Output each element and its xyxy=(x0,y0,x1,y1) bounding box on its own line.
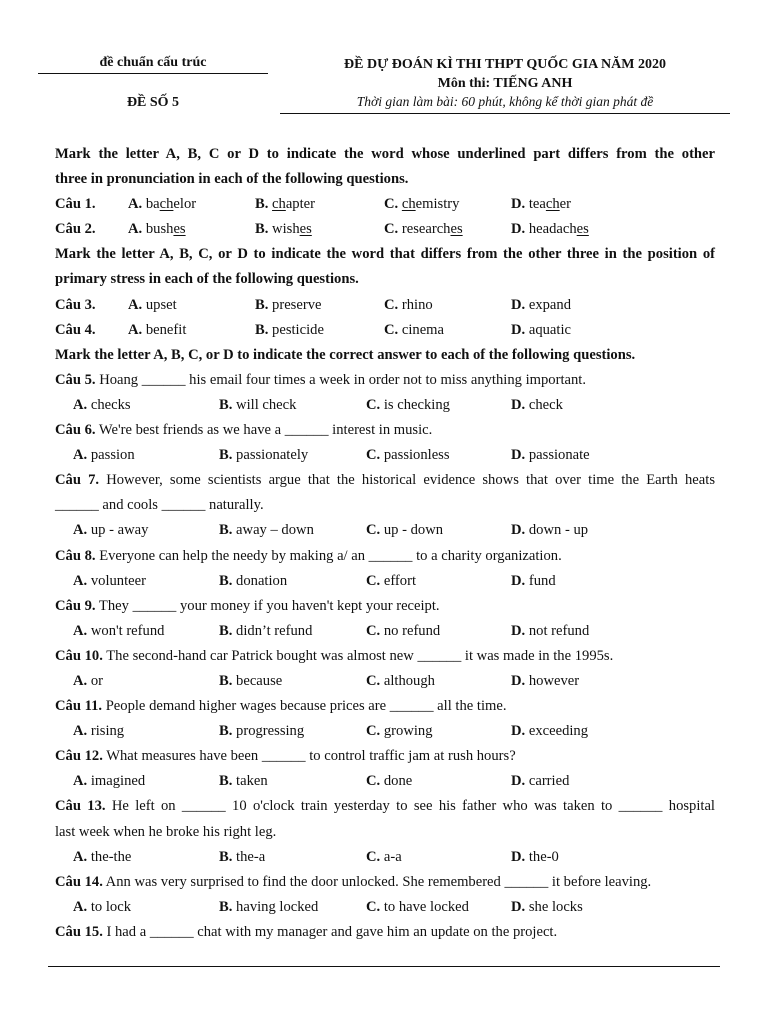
options-row xyxy=(55,443,715,468)
question-row xyxy=(55,192,715,217)
option-d: D. down - up xyxy=(511,522,589,539)
option-d: D. teacher xyxy=(511,196,571,213)
question-text xyxy=(55,794,715,819)
option-b: B. progressing xyxy=(219,723,305,740)
question-text xyxy=(55,368,715,393)
question-stem: He left on ______ 10 o'clock train yesterday to see his father who was taken to ______ hospital xyxy=(105,798,715,815)
question-stem: Everyone can help the needy by making a/ an ______ to a charity organization. xyxy=(95,547,562,564)
option-d: D. not refund xyxy=(511,622,590,639)
question-label: Câu 9. xyxy=(55,597,96,614)
options-row xyxy=(55,719,715,744)
question-text xyxy=(55,644,715,669)
option-a: A. the-the xyxy=(73,848,132,865)
exam-title: ĐỀ DỰ ĐOÁN KÌ THI THPT QUỐC GIA NĂM 2020 xyxy=(344,57,666,72)
option-b: B. pesticide xyxy=(255,321,324,338)
question-row xyxy=(55,217,715,242)
question-list xyxy=(55,368,715,945)
question-label: Câu 11. xyxy=(55,698,103,715)
question-text xyxy=(55,418,715,443)
option-b: B. didn’t refund xyxy=(219,622,313,639)
option-d: D. fund xyxy=(511,572,556,589)
question-label: Câu 5. xyxy=(55,371,96,388)
options-row xyxy=(55,769,715,794)
question-stem: We're best friends as we have a ______ interest in music. xyxy=(95,422,433,439)
options-row xyxy=(55,895,715,920)
option-b: B. will check xyxy=(219,396,297,413)
section-instruction: three in pronunciation in each of the following questions. xyxy=(55,171,409,188)
option-d: D. expand xyxy=(511,296,572,313)
option-c: C. cinema xyxy=(384,321,444,338)
question-label: Câu 15. xyxy=(55,923,103,940)
exam-time: Thời gian làm bài: 60 phút, không kể thời gian phát đề xyxy=(356,94,654,109)
section-instruction: Mark the letter A, B, C, or D to indicate the word that differs from the other three in the position of xyxy=(55,246,715,263)
option-c: C. growing xyxy=(366,723,433,740)
option-c: C. researches xyxy=(384,221,463,238)
question-stem: However, some scientists argue that the historical evidence shows that over time the Earth heats xyxy=(99,472,715,489)
option-c: C. a-a xyxy=(366,848,402,865)
question-text-continued: last week when he broke his right leg. xyxy=(55,823,277,840)
question-text xyxy=(55,744,715,769)
question-text xyxy=(55,920,715,945)
option-a: A. benefit xyxy=(128,321,187,338)
option-a: A. won't refund xyxy=(73,622,165,639)
question-label: Câu 4. xyxy=(55,321,96,338)
option-b: B. taken xyxy=(219,773,268,790)
option-d: D. check xyxy=(511,396,563,413)
question-text xyxy=(55,870,715,895)
question-label: Câu 6. xyxy=(55,422,96,439)
options-row xyxy=(55,669,715,694)
options-row xyxy=(55,518,715,543)
option-c: C. although xyxy=(366,672,435,689)
question-stem: Ann was very surprised to find the door unlocked. She remembered ______ it before leaving. xyxy=(102,873,652,890)
options-row xyxy=(55,619,715,644)
option-a: A. upset xyxy=(128,296,177,313)
option-c: C. is checking xyxy=(366,396,450,413)
question-label: Câu 3. xyxy=(55,296,96,313)
option-a: A. rising xyxy=(73,723,125,740)
option-a: A. or xyxy=(73,672,104,689)
question-stem: I had a ______ chat with my manager and gave him an update on the project. xyxy=(102,923,558,940)
question-label: Câu 10. xyxy=(55,647,103,664)
option-c: C. done xyxy=(366,773,413,790)
option-b: B. preserve xyxy=(255,296,322,313)
option-c: C. passionless xyxy=(366,447,450,464)
options-row xyxy=(55,569,715,594)
option-b: B. away – down xyxy=(219,522,314,539)
question-stem: They ______ your money if you haven't kept your receipt. xyxy=(95,597,440,614)
question-label: Câu 13. xyxy=(55,798,106,815)
option-b: B. donation xyxy=(219,572,288,589)
option-c: C. effort xyxy=(366,572,417,589)
option-b: B. having locked xyxy=(219,898,319,915)
option-d: D. carried xyxy=(511,773,570,790)
option-a: A. imagined xyxy=(73,773,146,790)
header-left-divider xyxy=(38,73,268,74)
exam-number: ĐỀ SỐ 5 xyxy=(126,95,180,110)
question-label: Câu 2. xyxy=(55,221,96,238)
option-a: A. passion xyxy=(73,447,135,464)
question-stem: Hoang ______ his email four times a week in order not to miss anything important. xyxy=(95,371,586,388)
option-a: A. volunteer xyxy=(73,572,146,589)
exam-content xyxy=(55,142,715,945)
section-instruction: primary stress in each of the following questions. xyxy=(55,271,359,288)
option-b: B. passionately xyxy=(219,447,309,464)
option-d: D. aquatic xyxy=(511,321,571,338)
question-row xyxy=(55,293,715,318)
question-label: Câu 12. xyxy=(55,748,103,765)
option-a: A. bushes xyxy=(128,221,186,238)
question-label: Câu 7. xyxy=(55,472,100,489)
question-text xyxy=(55,468,715,493)
option-c: C. up - down xyxy=(366,522,444,539)
option-a: A. to lock xyxy=(73,898,131,915)
option-c: C. chemistry xyxy=(384,196,460,213)
option-d: D. the-0 xyxy=(511,848,559,865)
options-row xyxy=(55,393,715,418)
header-left-title: đề chuẩn cấu trúc xyxy=(99,55,207,70)
question-text xyxy=(55,594,715,619)
section-instruction: Mark the letter A, B, C, or D to indicate the correct answer to each of the following questions. xyxy=(55,346,636,363)
option-d: D. exceeding xyxy=(511,723,589,740)
question-row xyxy=(55,318,715,343)
option-a: A. bachelor xyxy=(128,196,197,213)
option-b: B. wishes xyxy=(255,221,312,238)
option-d: D. however xyxy=(511,672,580,689)
section-instruction: Mark the letter A, B, C or D to indicate the word whose underlined part differs from the other xyxy=(55,146,715,162)
option-c: C. to have locked xyxy=(366,898,469,915)
header-right xyxy=(280,55,730,111)
option-b: B. because xyxy=(219,672,283,689)
option-b: B. chapter xyxy=(255,196,315,213)
question-stem: The second-hand car Patrick bought was almost new ______ it was made in the 1995s. xyxy=(102,647,614,664)
header-right-divider xyxy=(280,113,730,114)
option-d: D. she locks xyxy=(511,898,583,915)
footer-divider xyxy=(48,966,720,967)
option-c: C. rhino xyxy=(384,296,433,313)
question-label: Câu 14. xyxy=(55,873,103,890)
question-text-continued: ______ and cools ______ naturally. xyxy=(55,497,264,514)
option-c: C. no refund xyxy=(366,622,441,639)
exam-subject: Môn thi: TIẾNG ANH xyxy=(437,76,573,91)
question-label: Câu 8. xyxy=(55,547,96,564)
option-a: A. checks xyxy=(73,396,131,413)
question-stem: People demand higher wages because prices are ______ all the time. xyxy=(102,698,507,715)
question-stem: What measures have been ______ to control traffic jam at rush hours? xyxy=(102,748,516,765)
option-b: B. the-a xyxy=(219,848,266,865)
options-row xyxy=(55,845,715,870)
question-label: Câu 1. xyxy=(55,196,96,213)
option-d: D. headaches xyxy=(511,221,589,238)
question-text xyxy=(55,544,715,569)
option-d: D. passionate xyxy=(511,447,590,464)
question-text xyxy=(55,694,715,719)
option-a: A. up - away xyxy=(73,522,149,539)
